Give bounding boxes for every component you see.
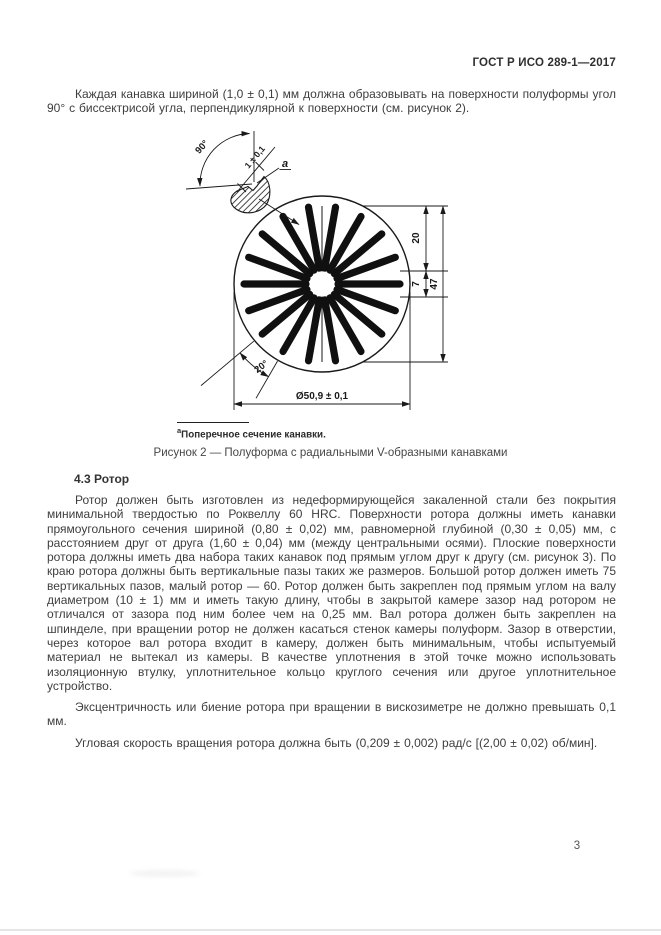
- hatched-wedge: [231, 177, 270, 213]
- groove-width-label: 1 ± 0,1: [242, 143, 267, 171]
- scan-artifact: [130, 870, 200, 877]
- section-ref-label: а: [281, 158, 289, 170]
- dim-7-label: 7: [411, 281, 422, 287]
- spoke-angle-label: 20°: [252, 358, 271, 376]
- section-paragraph: Эксцентричность или биение ротора при вращении в вискозиметре не должно превышать 0,1 мм.: [47, 700, 616, 729]
- figure-caption: Рисунок 2 — Полуформа с радиальными V-образными канавками: [153, 447, 508, 459]
- diameter-label: Ø50,9 ± 0,1: [295, 391, 349, 402]
- section-4-3: [47, 472, 616, 750]
- section-paragraph: Ротор должен быть изготовлен из недеформирующейся закаленной стали без покрытия минимальной твердостью по Роквеллу 60 HRC. Поверхности ротора должны иметь канавки прямоугольного сечения шириной (0,80 ± 0,02) мм, равномерной глубиной (0,30 ± 0,05) мм, с расстоянием друг от друга (1,60 ± 0,04) мм (между центральными осями). Плоские поверхности ротора должны иметь два набора таких канавок под прямым углом друг к другу (см. рисунок 3). По краю ротора должны быть вертикальные пазы таких же размеров. Большой ротор должен иметь 75 вертикальных пазов, малый ротор — 60. Ротор должен быть закреплен под прямым углом на валу диаметром (10 ± 1) мм и иметь такую длину, чтобы в закрытой камере зазор над ротором не отличался от зазора под ним более чем на 0,25 мм. Вал ротора должен быть закреплен на шпинделе, при вращении ротор не должен касаться стенок камеры полуформ. Зазор в отверстии, через которое вал ротора входит в камеру, должен быть минимальным, чтобы испытуемый материал не вытекал из камеры. В качестве уплотнения в этой точке можно использовать изоляционную втулку, уплотнительное кольцо круглого сечения или другое уплотнительное устройство.: [47, 493, 616, 693]
- page-number: 3: [573, 840, 581, 852]
- document-header: ГОСТ Р ИСО 289-1—2017: [472, 57, 616, 69]
- dim-20-label: 20: [411, 232, 422, 244]
- intro-paragraph: Каждая канавка шириной (1,0 ± 0,1) мм должна образовывать на поверхности полуформы угол 90° с биссектрисой угла, перпендикулярной к поверхности (см. рисунок 2).: [47, 87, 616, 116]
- footnote-text: Поперечное сечение канавки.: [181, 429, 326, 441]
- scan-page-edge: [0, 929, 661, 931]
- section-heading: 4.3 Ротор: [74, 472, 130, 486]
- groove-angle-label: 90°: [193, 138, 212, 157]
- figure-2-drawing: [168, 130, 468, 426]
- dim-47-label: 47: [429, 278, 440, 290]
- footnote-separator: [177, 422, 249, 423]
- section-paragraph: Угловая скорость вращения ротора должна быть (0,209 ± 0,002) рад/с [(2,00 ± 0,02) об/мин].: [75, 735, 598, 750]
- footnote-marker: а: [177, 426, 182, 435]
- center-hub: [310, 272, 335, 297]
- figure-footnote: [177, 422, 477, 440]
- figure-2: [168, 130, 468, 426]
